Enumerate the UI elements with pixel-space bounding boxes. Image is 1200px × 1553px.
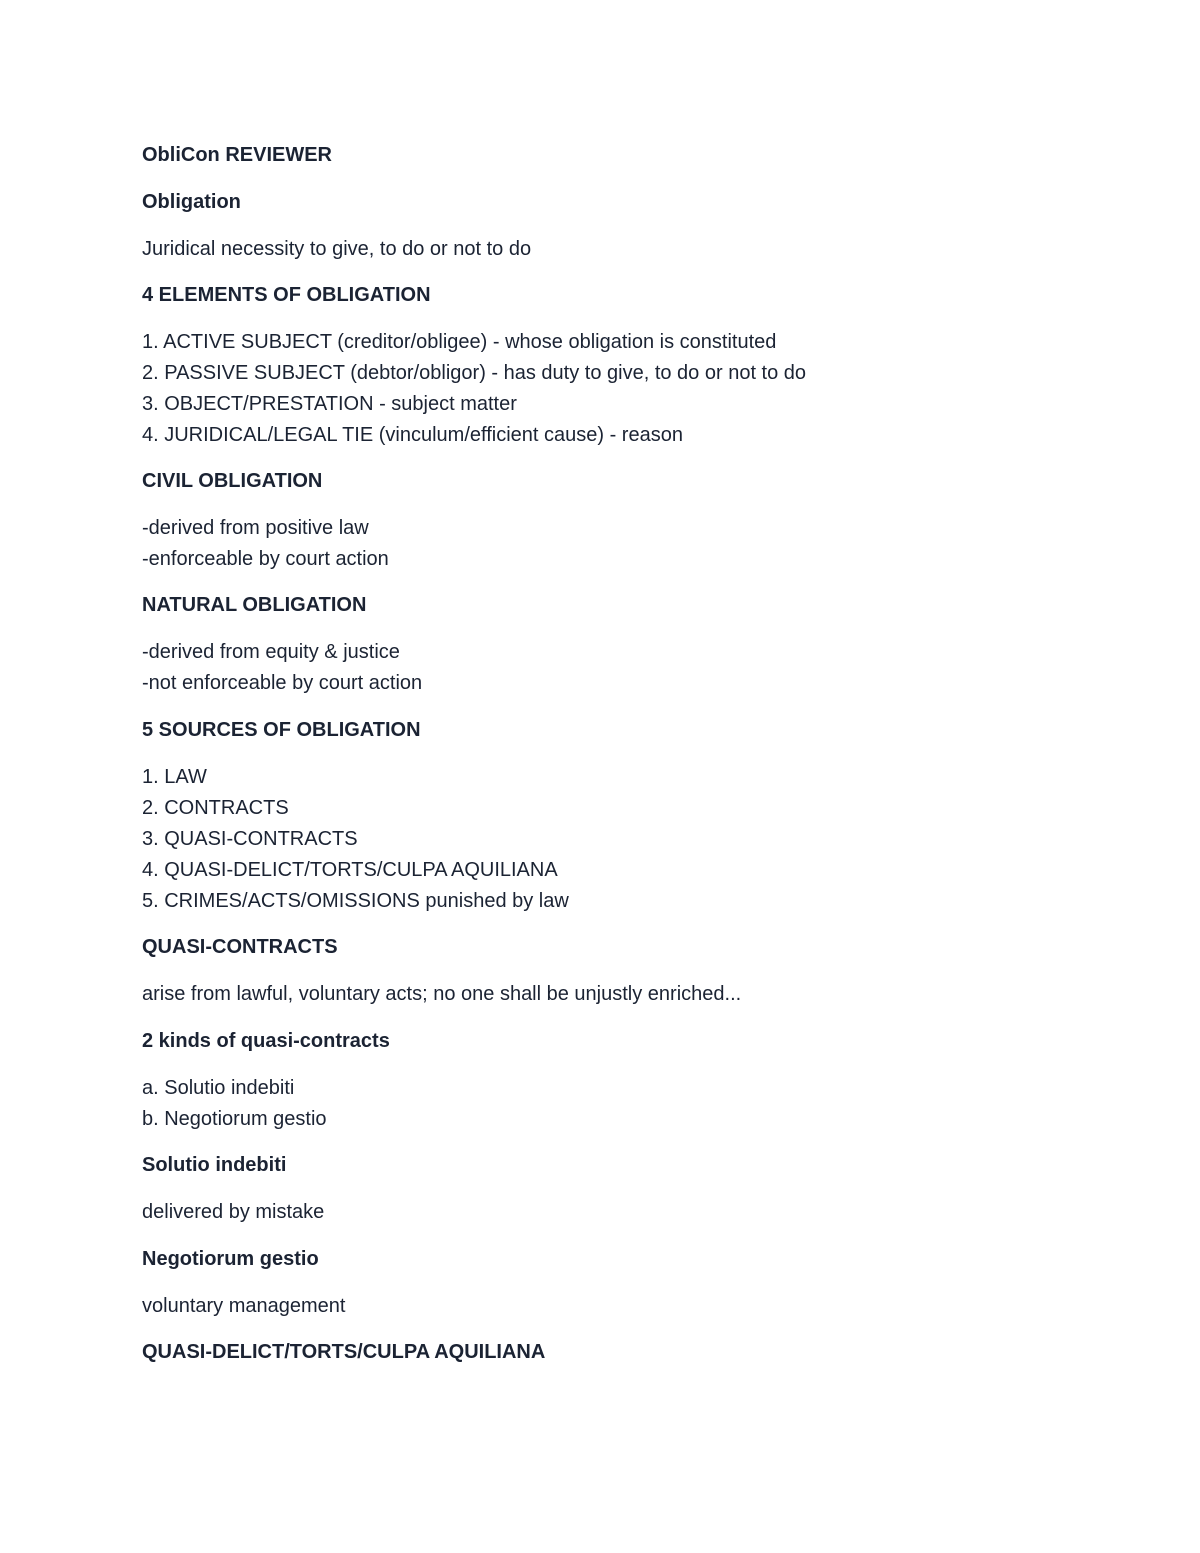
quasi-contracts-text: arise from lawful, voluntary acts; no one shall be unjustly enriched... (142, 983, 742, 1005)
list-item-source: 3. QUASI-CONTRACTS (142, 828, 358, 850)
list-item-source: 5. CRIMES/ACTS/OMISSIONS punished by law (142, 890, 569, 912)
heading-natural-obligation: NATURAL OBLIGATION (142, 594, 367, 616)
list-item-natural: -not enforceable by court action (142, 672, 423, 694)
list-item-source: 1. LAW (142, 766, 207, 788)
list-item-civil: -derived from positive law (142, 517, 369, 539)
solutio-text: delivered by mistake (142, 1201, 325, 1223)
list-item-source: 2. CONTRACTS (142, 797, 289, 819)
list-item-natural: -derived from equity & justice (142, 641, 400, 663)
heading-quasi-delict: QUASI-DELICT/TORTS/CULPA AQUILIANA (142, 1341, 546, 1363)
document-title: ObliCon REVIEWER (142, 144, 332, 166)
heading-quasi-contracts: QUASI-CONTRACTS (142, 936, 338, 958)
list-item-element: 1. ACTIVE SUBJECT (creditor/obligee) - whose obligation is constituted (142, 331, 777, 353)
definition-obligation: Juridical necessity to give, to do or not to do (142, 238, 532, 260)
negotiorum-text: voluntary management (142, 1295, 346, 1317)
list-item-source: 4. QUASI-DELICT/TORTS/CULPA AQUILIANA (142, 859, 558, 881)
heading-negotiorum: Negotiorum gestio (142, 1248, 319, 1270)
heading-solutio: Solutio indebiti (142, 1154, 287, 1176)
heading-kinds: 2 kinds of quasi-contracts (142, 1030, 390, 1052)
list-item-kind: a. Solutio indebiti (142, 1077, 295, 1099)
list-item-kind: b. Negotiorum gestio (142, 1108, 327, 1130)
heading-civil-obligation: CIVIL OBLIGATION (142, 470, 323, 492)
list-item-element: 3. OBJECT/PRESTATION - subject matter (142, 393, 517, 415)
list-item-civil: -enforceable by court action (142, 548, 389, 570)
heading-sources: 5 SOURCES OF OBLIGATION (142, 719, 421, 741)
list-item-element: 4. JURIDICAL/LEGAL TIE (vinculum/efficient cause) - reason (142, 424, 683, 446)
heading-obligation: Obligation (142, 191, 241, 213)
heading-elements: 4 ELEMENTS OF OBLIGATION (142, 284, 431, 306)
list-item-element: 2. PASSIVE SUBJECT (debtor/obligor) - has duty to give, to do or not to do (142, 362, 807, 384)
